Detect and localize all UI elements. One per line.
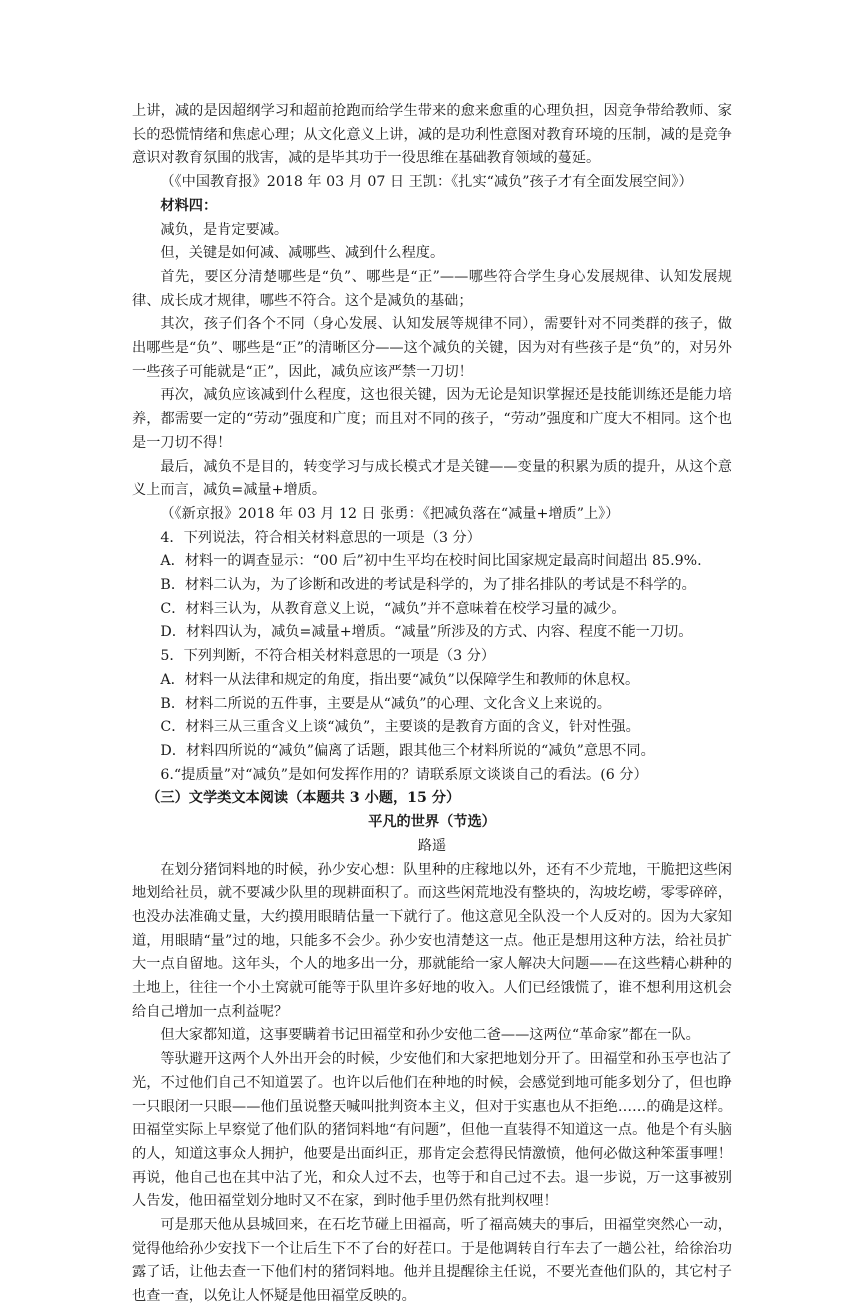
section-heading: （三）文学类文本阅读（本题共 3 小题，15 分） [146,790,461,807]
document-body [132,100,732,1309]
excerpt-author: 路遥 [417,837,447,854]
body-paragraph: 其次，孩子们各个不同（身心发展、认知发展等规律不同），需要针对不同类群的孩子，做出哪些是“负”、哪些是“正”的清晰区分——这个减负的关键，因为对有些孩子是“负”的，对另外一些孩子可能就是“正”，因此，减负应该严禁一刀切！ [132,316,732,380]
body-paragraph: 但大家都知道，这事要瞒着书记田福堂和孙少安他二爸——这两位“革命家”都在一队。 [160,1027,700,1044]
body-paragraph: 在划分猪饲料地的时候，孙少安心想：队里种的庄稼地以外，还有不少荒地，干脆把这些闲地划给社员，就不要减少队里的现耕面积了。而这些闲荒地没有整块的，沟坡圪崂，零零碎碎，也没办法准确丈量，大约摸用眼睛估量一下就行了。他这意见全队没一个人反对的。因为大家知道，用眼睛“量”过的地，只能多不会少。孙少安也清楚这一点。他正是想用这种方法，给社员扩大一点自留地。这年头，个人的地多出一分，那就能给一家人解决大问题——在这些精心耕种的土地上，往往一个小土窝就可能等于队里许多好地的收入。人们已经饿慌了，谁不想利用这机会给自己增加一点利益呢？ [132,861,732,1020]
body-paragraph: 6.“提质量”对“减负”是如何发挥作用的？请联系原文谈谈自己的看法。(6 分） [160,766,648,783]
body-paragraph: A．材料一从法律和规定的角度，指出要“减负”以保障学生和教师的休息权。 [160,671,640,688]
body-paragraph: B．材料二认为，为了诊断和改进的考试是科学的，为了排名排队的考试是不科学的。 [160,577,696,594]
body-paragraph: 再次，减负应该减到什么程度，这也很关键，因为无论是知识掌握还是技能训练还是能力培养，都需要一定的“劳动”强度和广度；而且对不同的孩子，“劳动”强度和广度大不相同。这个也是一刀切不得！ [132,387,732,451]
material-heading: 材料四： [160,197,218,214]
body-paragraph: 可是那天他从县城回来，在石圪节碰上田福高，听了福高姨夫的事后，田福堂突然心一动，觉得他给孙少安找下一个让后生下不了台的好茬口。于是他调转自行车去了一趟公社，给徐治功露了话，让他去查一下他们村的猪饲料地。他并且提醒徐主任说，不要光查他们队的，其它村子也查一查，以免让人怀疑是他田福堂反映的。 [132,1217,732,1305]
source-citation: （《中国教育报》2018 年 03 月 07 日 王凯：《扎实“减负”孩子才有全面发展空间》） [160,174,693,191]
body-paragraph: C．材料三从三重含义上谈“减负”，主要谈的是教育方面的含义，针对性强。 [160,719,640,736]
body-paragraph: B．材料二所说的五件事，主要是从“减负”的心理、文化含义上来说的。 [160,695,611,712]
body-paragraph: 减负，是肯定要减。 [160,221,289,238]
body-paragraph: D．材料四所说的“减负”偏离了话题，跟其他三个材料所说的“减负”意思不同。 [160,742,655,759]
body-paragraph: C．材料三认为，从教育意义上说，“减负”并不意味着在校学习量的减少。 [160,600,626,617]
body-paragraph: D．材料四认为，减负=减量+增质。“减量”所涉及的方式、内容、程度不能一刀切。 [160,624,693,641]
body-paragraph: 等驮避开这两个人外出开会的时候，少安他们和大家把地划分开了。田福堂和孙玉亭也沾了光，不过他们自己不知道罢了。也许以后他们在种地的时候，会感觉到地可能多划分了，但也睁一只眼闭一只眼——他们虽说整天喊叫批判资本主义，但对于实惠也从不拒绝……的确是这样。田福堂实际上早察觉了他们队的猪饲料地“有问题”，但他一直装得不知道这一点。他是个有头脑的人，知道这事众人拥护，他要是出面纠正，那肯定会惹得民情激愤，他何必做这种笨蛋事哩！再说，他自己也在其中沾了光，和众人过不去，也等于和自己过不去。退一步说，万一这事被别人告发，他田福堂划分地时又不在家，到时他手里仍然有批判权哩！ [132,1051,732,1210]
body-paragraph: 上讲，减的是因超纲学习和超前抢跑而给学生带来的愈来愈重的心理负担，因竞争带给教师、家长的恐慌情绪和焦虑心理；从文化意义上讲，减的是功利性意图对教育环境的压制，减的是竞争意识对教育氛围的戕害，减的是毕其功于一役思维在基础教育领域的蔓延。 [132,103,732,167]
body-paragraph: A．材料一的调查显示：“00 后”初中生平均在校时间比国家规定最高时间超出 85.9%. [160,553,702,570]
body-paragraph: 最后，减负不是目的，转变学习与成长模式才是关键——变量的积累为质的提升，从这个意义上而言，减负=减量+增质。 [132,458,732,499]
body-paragraph: 但，关键是如何减、减哪些、减到什么程度。 [160,245,445,262]
body-paragraph: 5．下列判断，不符合相关材料意思的一项是（3 分） [160,648,496,665]
body-paragraph: 4．下列说法，符合相关材料意思的一项是（3 分） [160,529,481,546]
body-paragraph: 首先，要区分清楚哪些是“负”、哪些是“正”——哪些符合学生身心发展规律、认知发展规律、成长成才规律，哪些不符合。这个是减负的基础； [132,268,732,309]
source-citation: （《新京报》2018 年 03 月 12 日 张勇：《把减负落在“减量+增质”上》） [160,505,620,522]
excerpt-title: 平凡的世界（节选） [368,814,496,831]
